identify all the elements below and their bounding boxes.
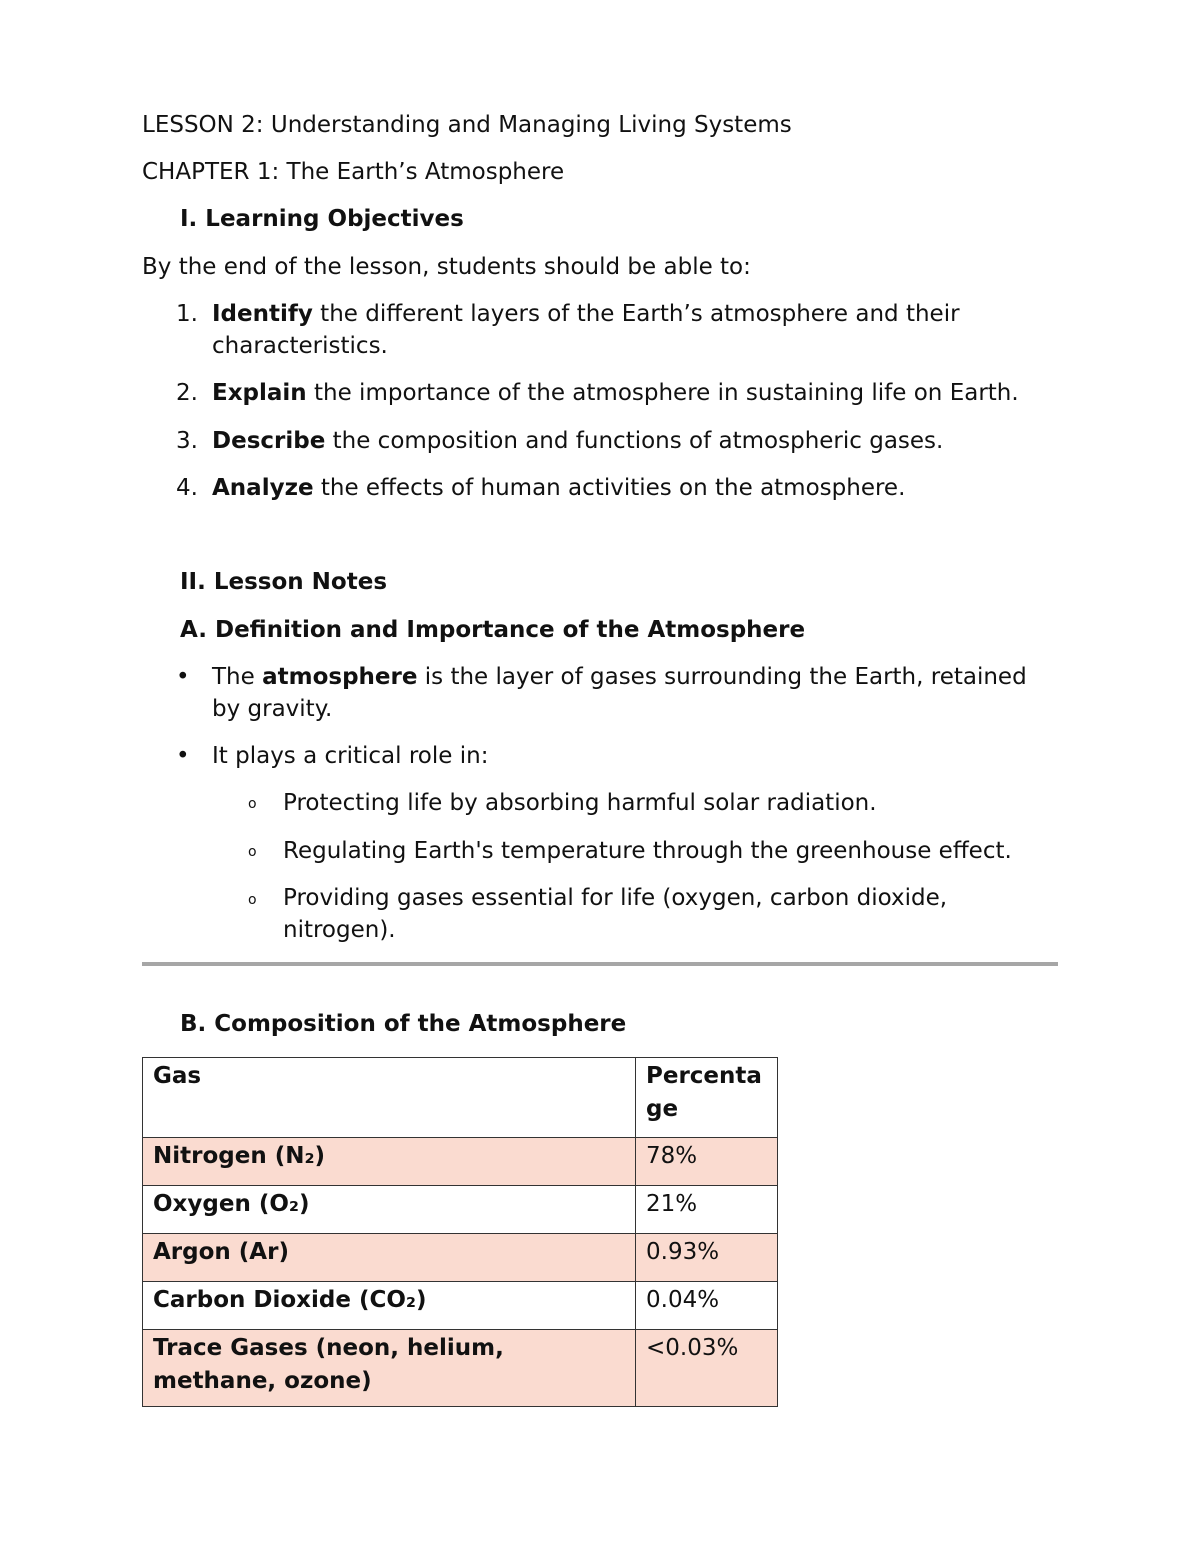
objective-number: 2. <box>176 380 198 406</box>
percentage-cell: 0.93% <box>636 1234 778 1282</box>
gas-cell: Nitrogen (N₂) <box>143 1138 636 1186</box>
percentage-cell: 21% <box>636 1186 778 1234</box>
section-b-heading: B. Composition of the Atmosphere <box>180 1011 627 1037</box>
table-header-row <box>143 1058 778 1138</box>
objective-item <box>212 298 1052 362</box>
objective-verb: Analyze <box>212 475 314 501</box>
percentage-cell: 0.04% <box>636 1282 778 1330</box>
percentage-cell: <0.03% <box>636 1330 778 1407</box>
objective-item <box>212 377 1052 409</box>
bullet-bold-term: atmosphere <box>262 664 418 690</box>
gas-cell-text-continued: methane, ozone) <box>153 1368 372 1394</box>
objective-verb: Describe <box>212 428 326 454</box>
gas-cell: Argon (Ar) <box>143 1234 636 1282</box>
bullet-text: is the layer of gases surrounding the Earth, retained <box>417 664 1027 690</box>
objective-item <box>212 472 1052 504</box>
sub-bullet-glyph: o <box>248 844 257 860</box>
objectives-intro: By the end of the lesson, students should be able to: <box>142 254 751 280</box>
objectives-heading: I. Learning Objectives <box>180 206 464 232</box>
table-row <box>143 1330 778 1407</box>
table-row <box>143 1186 778 1234</box>
sub-bullet-item: Protecting life by absorbing harmful solar radiation. <box>283 790 877 816</box>
objective-text: the different layers of the Earth’s atmosphere and their <box>312 301 960 327</box>
sub-bullet-item <box>283 882 1053 946</box>
chapter-title: CHAPTER 1: The Earth’s Atmosphere <box>142 159 565 185</box>
percentage-cell: 78% <box>636 1138 778 1186</box>
section-a-heading: A. Definition and Importance of the Atmosphere <box>180 617 806 643</box>
table-row <box>143 1138 778 1186</box>
objective-text: the effects of human activities on the atmosphere. <box>313 475 906 501</box>
objective-text: the importance of the atmosphere in sustaining life on Earth. <box>306 380 1019 406</box>
header-gas: Gas <box>143 1058 636 1138</box>
gas-cell <box>143 1330 636 1407</box>
bullet-text: The <box>212 664 263 690</box>
sub-bullet-text-continued: nitrogen). <box>283 917 396 943</box>
header-percentage-part: Percenta <box>646 1063 762 1089</box>
objective-item <box>212 425 1052 457</box>
objective-verb: Identify <box>212 301 313 327</box>
table-row <box>143 1234 778 1282</box>
bullet-item <box>212 661 1052 725</box>
header-percentage-part: ge <box>646 1096 679 1122</box>
horizontal-rule <box>142 962 1058 966</box>
objective-number: 3. <box>176 428 198 454</box>
sub-bullet-text: Providing gases essential for life (oxygen, carbon dioxide, <box>283 885 948 911</box>
composition-table <box>142 1057 778 1407</box>
header-percentage <box>636 1058 778 1138</box>
gas-cell: Oxygen (O₂) <box>143 1186 636 1234</box>
sub-bullet-glyph: o <box>248 892 257 908</box>
lesson-notes-heading: II. Lesson Notes <box>180 569 388 595</box>
gas-cell: Carbon Dioxide (CO₂) <box>143 1282 636 1330</box>
bullet-text-continued: by gravity. <box>212 696 333 722</box>
lesson-title: LESSON 2: Understanding and Managing Living Systems <box>142 112 792 138</box>
gas-cell-text: Trace Gases (neon, helium, <box>153 1335 504 1361</box>
sub-bullet-item: Regulating Earth's temperature through the greenhouse effect. <box>283 838 1012 864</box>
objective-number: 1. <box>176 301 198 327</box>
objective-verb: Explain <box>212 380 307 406</box>
bullet-glyph: • <box>176 664 190 690</box>
objective-text-continued: characteristics. <box>212 333 388 359</box>
bullet-item: It plays a critical role in: <box>212 743 489 769</box>
bullet-glyph: • <box>176 743 190 769</box>
table-row <box>143 1282 778 1330</box>
objective-number: 4. <box>176 475 198 501</box>
objective-text: the composition and functions of atmospheric gases. <box>325 428 944 454</box>
sub-bullet-glyph: o <box>248 796 257 812</box>
